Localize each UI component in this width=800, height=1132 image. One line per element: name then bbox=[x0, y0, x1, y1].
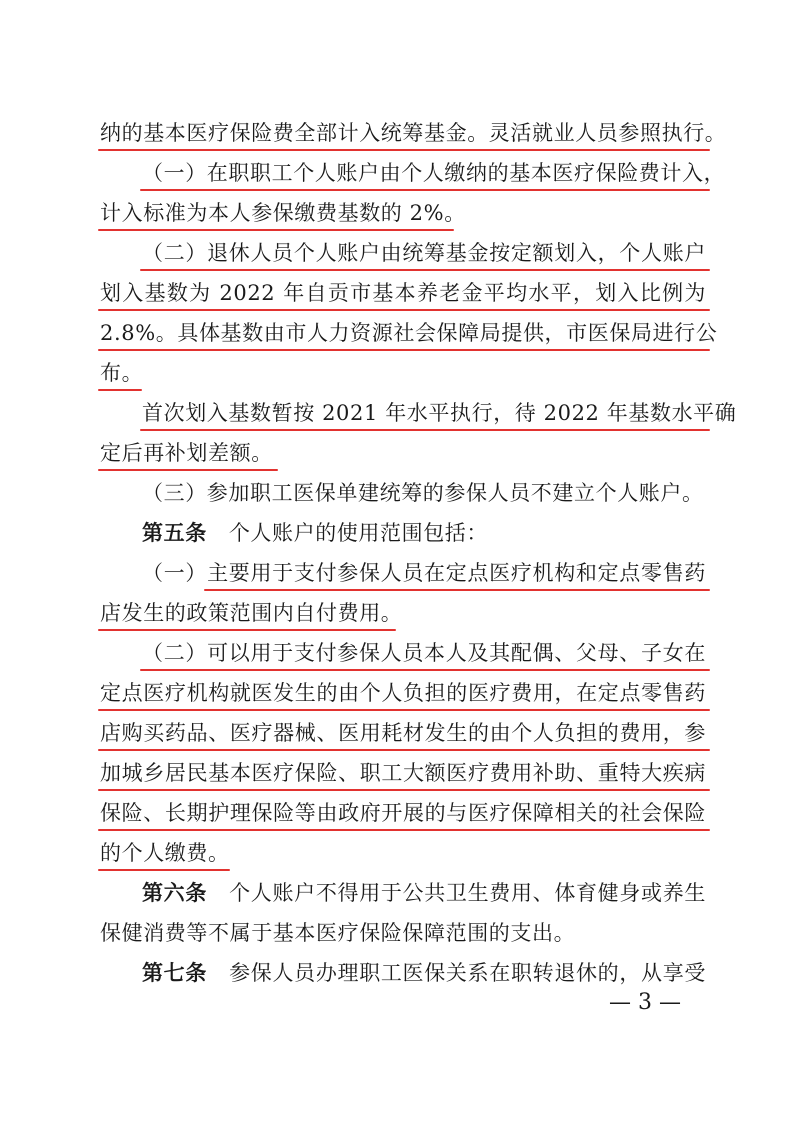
red-underline bbox=[98, 829, 710, 831]
red-underline bbox=[204, 589, 710, 591]
article-text: 参保人员办理职工医保关系在职转退休的，从享受 bbox=[229, 961, 706, 985]
text-line: 定点医疗机构就医发生的由个人负担的医疗费用，在定点零售药 bbox=[100, 681, 706, 705]
text-line: 店购买药品、医疗器械、医用耗材发生的由个人负担的费用，参 bbox=[100, 721, 706, 745]
red-underline bbox=[98, 309, 710, 311]
article-head: 第六条 bbox=[142, 880, 208, 905]
red-underline bbox=[98, 629, 396, 631]
red-underline bbox=[98, 469, 278, 471]
page-number: — 3 — bbox=[609, 990, 681, 1015]
article-text: 个人账户的使用范围包括： bbox=[228, 521, 489, 545]
red-underline bbox=[98, 229, 454, 231]
article-head: 第五条 bbox=[142, 520, 207, 545]
text-line: （二）可以用于支付参保人员本人及其配偶、父母、子女在 bbox=[142, 641, 706, 665]
article-line bbox=[142, 518, 706, 548]
article-text: 个人账户不得用于公共卫生费用、体育健身或养生 bbox=[229, 881, 706, 905]
article-line bbox=[142, 958, 706, 988]
red-underline bbox=[98, 869, 230, 871]
text-line: 纳的基本医疗保险费全部计入统筹基金。灵活就业人员参照执行。 bbox=[100, 121, 727, 145]
red-underline bbox=[98, 709, 710, 711]
red-underline bbox=[98, 789, 710, 791]
article-line bbox=[142, 878, 706, 908]
text-line: 店发生的政策范围内自付费用。 bbox=[100, 601, 403, 625]
text-line: 加城乡居民基本医疗保险、职工大额医疗费用补助、重特大疾病 bbox=[100, 761, 706, 785]
text-line: 2.8%。具体基数由市人力资源社会保障局提供，市医保局进行公 bbox=[100, 321, 718, 345]
text-line: 保险、长期护理保险等由政府开展的与医疗保障相关的社会保险 bbox=[100, 801, 706, 825]
red-underline bbox=[98, 149, 710, 151]
red-underline bbox=[98, 749, 710, 751]
red-underline bbox=[98, 349, 710, 351]
text-line: 的个人缴费。 bbox=[100, 841, 230, 865]
text-line: （三）参加职工医保单建统筹的参保人员不建立个人账户。 bbox=[142, 481, 704, 505]
text-line: 定后再补划差额。 bbox=[100, 441, 273, 465]
red-underline bbox=[140, 269, 710, 271]
text-line: （一）在职职工个人账户由个人缴纳的基本医疗保险费计入， bbox=[142, 161, 726, 185]
text-line: 首次划入基数暂按 2021 年水平执行，待 2022 年基数水平确 bbox=[142, 401, 737, 425]
red-underline bbox=[98, 389, 142, 391]
text-line: 保健消费等不属于基本医疗保险保障范围的支出。 bbox=[100, 921, 576, 945]
text-line: 计入标准为本人参保缴费基数的 2%。 bbox=[100, 201, 466, 225]
red-underline bbox=[140, 429, 710, 431]
article-head: 第七条 bbox=[142, 960, 208, 985]
text-line: （二）退休人员个人账户由统筹基金按定额划入，个人账户 bbox=[142, 241, 706, 265]
text-line: 布。 bbox=[100, 361, 144, 385]
text-line: 划入基数为 2022 年自贡市基本养老金平均水平，划入比例为 bbox=[100, 281, 706, 305]
red-underline bbox=[140, 189, 710, 191]
red-underline bbox=[140, 669, 710, 671]
text-line: （一）主要用于支付参保人员在定点医疗机构和定点零售药 bbox=[142, 561, 706, 585]
